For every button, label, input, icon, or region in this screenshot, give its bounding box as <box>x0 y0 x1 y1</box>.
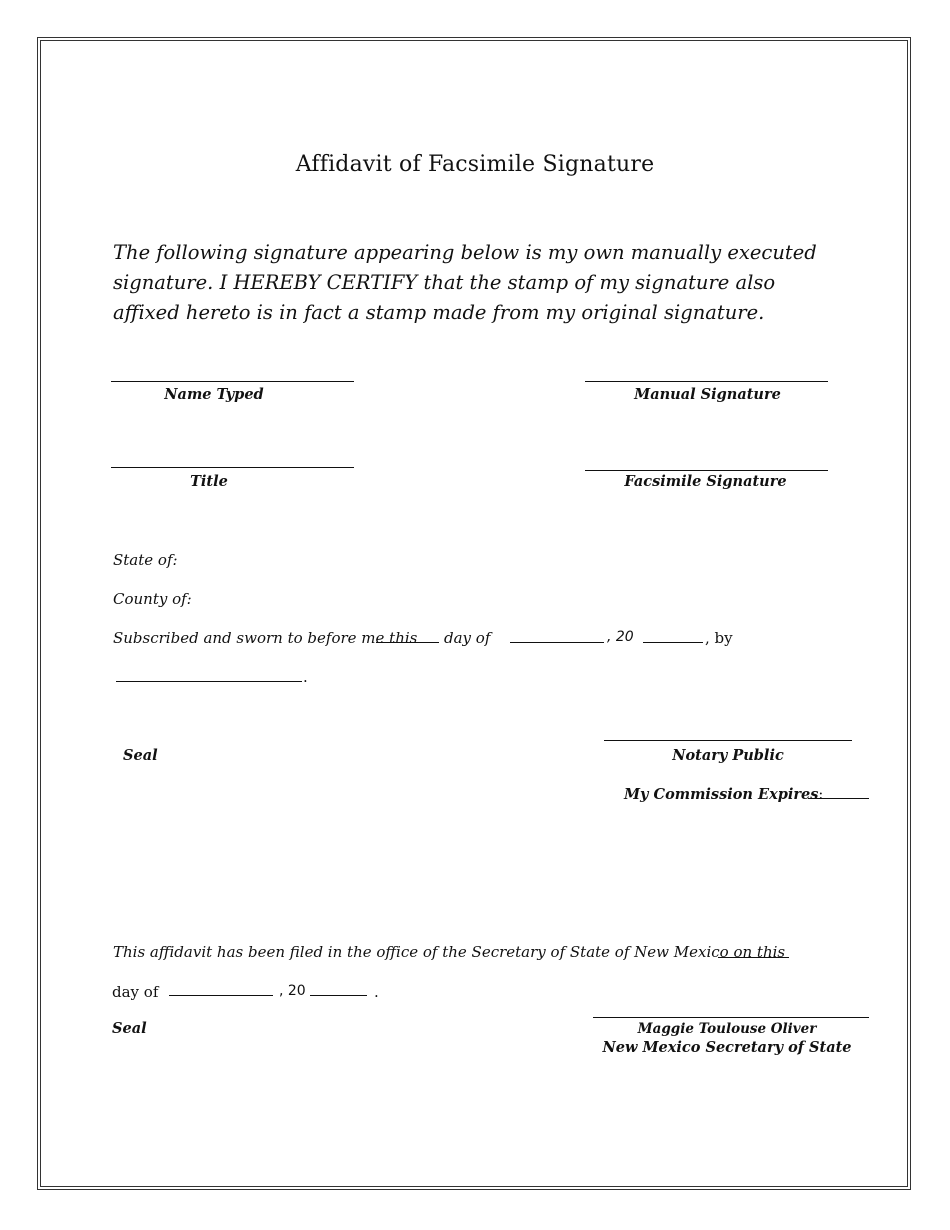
filing-day-of-text: day of <box>112 983 159 1001</box>
title-label: Title <box>190 473 228 490</box>
facsimile-signature-line[interactable] <box>585 470 828 471</box>
subscribed-day-line[interactable] <box>376 642 439 643</box>
certification-statement: The following signature appearing below is my own manually executed signature. I HEREBY CERTIFY that the stamp of my signature also affixed hereto is in fact a stamp made from my original signature. <box>113 241 817 324</box>
subscribed-text: Subscribed and sworn to before me this <box>113 629 418 647</box>
county-of-label: County of: <box>113 590 192 608</box>
filing-month-line[interactable] <box>169 995 273 996</box>
subscribed-by-text: , by <box>705 629 733 647</box>
document-title: Affidavit of Facsimile Signature <box>295 152 655 177</box>
filing-seal-label: Seal <box>112 1020 147 1037</box>
state-of-label: State of: <box>113 551 178 569</box>
filing-day-line[interactable] <box>718 957 789 958</box>
secretary-title: New Mexico Secretary of State <box>602 1039 852 1056</box>
filing-year-line[interactable] <box>310 995 367 996</box>
facsimile-signature-label: Facsimile Signature <box>624 473 787 490</box>
notary-signature-line[interactable] <box>604 740 852 741</box>
subscriber-name-line[interactable] <box>116 681 302 682</box>
name-typed-label: Name Typed <box>164 386 264 403</box>
notary-seal-label: Seal <box>123 747 158 764</box>
manual-signature-label: Manual Signature <box>634 386 781 403</box>
commission-expires-line[interactable] <box>808 798 869 799</box>
filing-period: . <box>374 983 379 1001</box>
page-border-inner <box>40 40 908 1187</box>
name-typed-line[interactable] <box>111 381 354 382</box>
filing-statement: This affidavit has been filed in the office of the Secretary of State of New Mexico on this <box>113 943 786 961</box>
commission-expires-colon: : <box>818 787 824 803</box>
secretary-signature-line[interactable] <box>593 1017 869 1018</box>
commission-expires-text: My Commission Expires <box>624 786 819 803</box>
secretary-name: Maggie Toulouse Oliver <box>637 1021 817 1037</box>
notary-public-label: Notary Public <box>672 747 784 764</box>
title-line[interactable] <box>111 467 354 468</box>
commission-expires-label <box>624 786 823 803</box>
subscribed-month-line[interactable] <box>510 642 604 643</box>
subscribed-day-of-text: day of <box>444 629 491 647</box>
filing-year-prefix: , 20 <box>279 983 306 999</box>
subscribed-year-prefix: , 20 <box>607 629 634 645</box>
manual-signature-line[interactable] <box>585 381 828 382</box>
subscribed-year-line[interactable] <box>643 642 703 643</box>
subscriber-name-period: . <box>303 668 308 686</box>
